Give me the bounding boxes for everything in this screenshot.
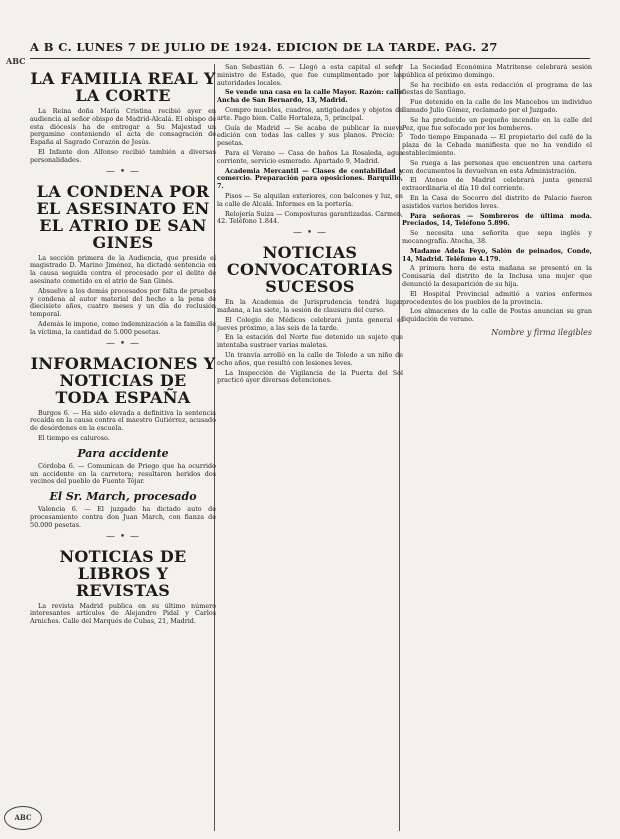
ornament-divider: — • —	[105, 166, 141, 177]
article-paragraph: Fue detenido en la calle de los Mancebos un individuo llamado Julio Gómez, reclamado por el Juzgado.	[402, 98, 592, 114]
classified-ad: Guía de Madrid — Se acaba de publicar la nueva edición con todas las calles y sus planos. Precio: 5 pesetas.	[217, 123, 403, 148]
article-paragraph: Se ruega a las personas que encuentren una cartera con documentos la devuelvan en esta Administración.	[402, 158, 592, 175]
classified-ad: Se necesita una señorita que sepa inglés y mecanografía. Atocha, 38.	[402, 229, 592, 245]
article-paragraph: Burgos 6. — Ha sido elevada a definitiva la sentencia recaída en la causa contra el maestro Gutiérrez, acusado de desórdenes en la escuela.	[30, 408, 216, 433]
ornament-divider: — • —	[292, 228, 328, 239]
column-1	[30, 64, 216, 831]
article-paragraph: Se ha producido un pequeño incendio en la calle del Pez, que fue sofocado por los bomberos.	[402, 115, 592, 132]
article-paragraph: El Colegio de Médicos celebrará junta general el jueves próximo, a las seis de la tarde.	[217, 315, 403, 332]
article-paragraph: El Hospital Provincial admitió a varios enfermos procedentes de los pueblos de la provincia.	[402, 289, 592, 306]
article-paragraph: Además le impone, como indemnización a la familia de la víctima, la cantidad de 5.000 pesetas.	[30, 319, 216, 336]
article-paragraph: Córdoba 6. — Comunican de Priego que ha ocurrido un accidente en la carretera; resultaron heridos dos vecinos del pueblo de Fuente Tójar.	[30, 461, 216, 486]
stamp-top: ABC	[6, 56, 26, 66]
section-title-informaciones: INFORMACIONES Y NOTICIAS DE TODA ESPAÑA	[30, 353, 216, 407]
classified-ad: Pisos — Se alquilan exteriores, con balcones y luz, en la calle de Alcalá. Informes en la portería.	[217, 191, 403, 208]
stamp-bottom: ABC	[4, 806, 42, 830]
article-paragraph: Se ha recibido en esta redacción el programa de las fiestas de Santiago.	[402, 80, 592, 97]
article-paragraph: A primera hora de esta mañana se presentó en la Comisaría del distrito de la Inclusa una mujer que denunció la desaparición de su hija.	[402, 264, 592, 288]
article-paragraph: Todo tiempo Empanada — El propietario del café de la plaza de la Cebada manifiesta que no ha vendido el establecimiento.	[402, 133, 592, 157]
classified-ad: Para el Verano — Casa de baños La Rosaleda, agua corriente, servicio esmerado. Apartado 9, Madrid.	[217, 148, 403, 165]
section-title-familia-real: LA FAMILIA REAL Y LA CORTE	[30, 69, 216, 105]
article-paragraph: Absuelve a los demás procesados por falta de pruebas y condena al autor material del hecho a la pena de diecisiete años, cuatro meses y un día de reclusión temporal.	[30, 286, 216, 319]
article-paragraph: En la estación del Norte fue detenido un sujeto que intentaba sustraer varias maletas.	[217, 333, 403, 350]
article-paragraph: Un tranvía arrolló en la calle de Toledo a un niño de ocho años, que resultó con lesiones leves.	[217, 350, 403, 367]
classified-ad: Academia Mercantil — Clases de contabilidad y comercio. Preparación para oposiciones. Barquillo, 7.	[217, 166, 403, 191]
article-paragraph: El Ateneo de Madrid celebrará junta general extraordinaria el día 10 del corriente.	[402, 176, 592, 193]
article-paragraph: La Inspección de Vigilancia de la Puerta del Sol practicó ayer diversas detenciones.	[217, 368, 403, 385]
subheading: Para accidente	[77, 446, 169, 460]
article-paragraph: La sección primera de la Audiencia, que preside el magistrado D. Marino Jiménez, ha dictado sentencia en la causa seguida contra el procesado por el delito de asesinato cometido en el atrio de San Ginés.	[30, 253, 216, 285]
ornament-divider: — • —	[105, 531, 141, 542]
ornament-divider: — • —	[105, 338, 141, 349]
classified-ad: Madame Adela Feyo, Salón de peinados, Conde, 14, Madrid. Teléfono 4.179.	[402, 246, 592, 263]
column-3	[402, 64, 592, 831]
article-paragraph: Valencia 6. — El juzgado ha dictado auto de procesamiento contra don Juan March, con fianza de 50.000 pesetas.	[30, 505, 216, 529]
classified-ad: Compro muebles, cuadros, antigüedades y objetos de arte. Pago bien. Calle Hortaleza, 5, principal.	[217, 105, 403, 122]
classified-ad: Relojería Suiza — Composturas garantizadas. Carmen, 42. Teléfono 1.844.	[217, 209, 403, 226]
classified-ad: Se vende una casa en la calle Mayor. Razón: calle Ancha de San Bernardo, 13, Madrid.	[217, 88, 403, 105]
page-header: A B C. LUNES 7 DE JULIO DE 1924. EDICION DE LA TARDE. PAG. 27	[30, 40, 498, 54]
signature: Nombre y firma ilegibles	[491, 327, 592, 337]
article-paragraph: En la Casa de Socorro del distrito de Palacio fueron asistidos varios heridos leves.	[402, 193, 592, 210]
subheading: El Sr. March, procesado	[49, 490, 197, 504]
article-paragraph: La Sociedad Económica Matritense celebrará sesión pública el próximo domingo.	[402, 64, 592, 79]
article-paragraph: Los almacenes de la calle de Postas anuncian su gran liquidación de verano.	[402, 307, 592, 324]
article-paragraph: En la Academia de Jurisprudencia tendrá lugar mañana, a las siete, la sesión de clausura del curso.	[217, 298, 403, 314]
section-title-noticias: NOTICIAS CONVOCATORIAS SUCESOS	[226, 243, 394, 297]
column-2	[217, 64, 403, 831]
article-paragraph: El tiempo es caluroso.	[38, 433, 110, 442]
article-paragraph: El Infante don Alfonso recibió también a diversas personalidades.	[30, 147, 216, 164]
header-rule	[30, 58, 590, 59]
section-title-libros: NOTICIAS DE LIBROS Y REVISTAS	[59, 546, 187, 600]
article-paragraph: La revista Madrid publica en su último número interesantes artículos de Alejandro Pidal y Carlos Arniches. Calle del Marqués de Cubas, 21, Madrid.	[30, 601, 216, 626]
section-title-condena: LA CONDENA POR EL ASESINATO EN EL ATRIO DE SAN GINES	[36, 181, 210, 252]
classified-ad: Para señoras — Sombreros de última moda. Preciados, 14, Teléfono 5.896.	[402, 211, 592, 228]
article-paragraph: La Reina doña María Cristina recibió ayer en audiencia al señor obispo de Madrid-Alcalá. El obispo de esta diócesis ha de entregar a Su Majestad un pergamino conteniendo el acta de consagración de España al Sagrado Corazón de Jesús.	[30, 107, 216, 147]
classified-ad: San Sebastián 6. — Llegó a esta capital el señor ministro de Estado, que fue cumplimentado por las autoridades locales.	[217, 64, 403, 87]
